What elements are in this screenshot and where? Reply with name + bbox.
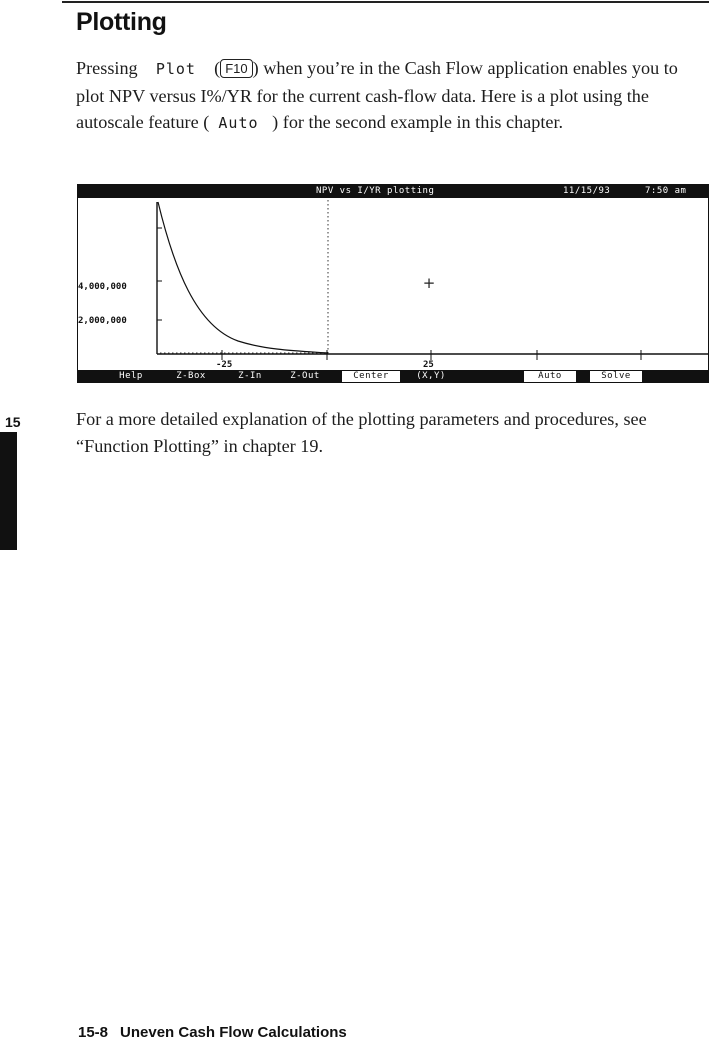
intro-text-1: Pressing	[76, 58, 138, 78]
top-rule	[62, 1, 709, 3]
menu-zin[interactable]: Z-In	[238, 371, 262, 381]
chapter-tab-bar	[0, 432, 17, 550]
chapter-tab-number: 15	[5, 414, 21, 430]
screen-menu-bar	[78, 370, 708, 383]
intro-paragraph	[76, 55, 704, 137]
menu-empty-2[interactable]	[648, 370, 698, 383]
page-footer	[78, 1024, 347, 1041]
auto-softkey-label: Auto	[218, 114, 259, 132]
plot-cursor: +	[422, 274, 436, 292]
intro-text-3: ) when you’re in the Cash Flow application enables you to plot NPV versus I%/YR for the current cash-flow data. Here is a plot using the autoscale feature (	[76, 58, 678, 132]
menu-zout[interactable]: Z-Out	[290, 371, 320, 381]
screen-title-bar	[78, 185, 708, 198]
menu-center[interactable]: Center	[342, 371, 400, 382]
menu-auto[interactable]: Auto	[524, 371, 576, 382]
plot-screenshot	[77, 184, 709, 383]
npv-curve	[158, 202, 328, 353]
chapter-title: Uneven Cash Flow Calculations	[120, 1024, 347, 1041]
page-number: 15-8	[78, 1024, 109, 1041]
section-heading: Plotting	[76, 8, 167, 36]
y-label-2m: 2,000,000	[78, 316, 127, 326]
screen-time: 7:50 am	[645, 186, 687, 196]
f10-key: F10	[220, 59, 252, 78]
menu-xy[interactable]: (X,Y)	[416, 371, 446, 381]
intro-text-4: ) for the second example in this chapter.	[272, 112, 564, 132]
detail-paragraph: For a more detailed explanation of the plotting parameters and procedures, see “Function Plotting” in chapter 19.	[76, 409, 647, 456]
x-label-25: 25	[423, 360, 434, 370]
x-label-neg25: -25	[216, 360, 233, 370]
screen-title: NPV vs I/YR plotting	[316, 186, 435, 196]
menu-solve[interactable]: Solve	[590, 371, 642, 382]
menu-zbox[interactable]: Z-Box	[176, 371, 206, 381]
menu-help[interactable]: Help	[119, 371, 143, 381]
npv-plot	[78, 198, 708, 370]
menu-empty-1[interactable]	[464, 370, 510, 383]
plot-softkey-label: Plot	[155, 60, 196, 78]
y-label-4m: 4,000,000	[78, 282, 127, 292]
intro-text-2: (	[214, 58, 221, 78]
screen-date: 11/15/93	[563, 186, 611, 196]
